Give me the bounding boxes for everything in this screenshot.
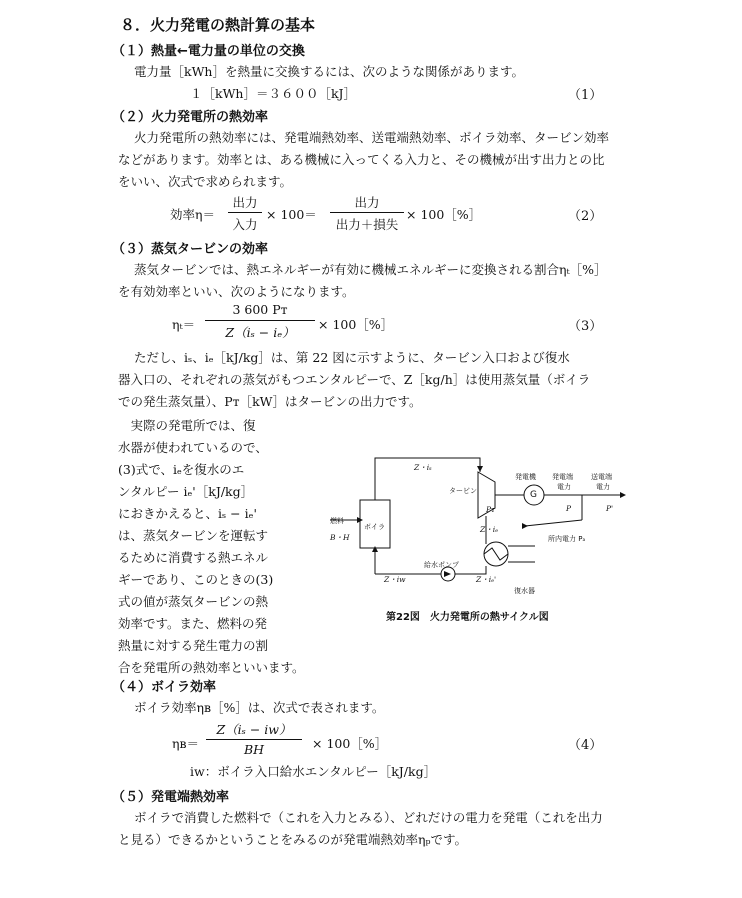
- paragraph-line: ただし、iₛ、iₑ［kJ/kg］は、第 22 図に示すように、タービン入口および復水: [134, 350, 570, 365]
- equation-4-denominator: BH: [243, 742, 265, 757]
- label-p-prime: P': [606, 504, 614, 513]
- equation-4-tail: × 100［%］: [312, 736, 388, 751]
- label-pt: Pᴛ: [486, 505, 496, 514]
- equation-2-number: （2）: [568, 209, 603, 224]
- equation-1: １［kWh］＝３６００［kJ］: [190, 86, 357, 101]
- equation-3-denominator: Z（iₛ − iₑ）: [225, 325, 295, 340]
- paragraph-line: を有効効率といい、次のようになります。: [118, 284, 355, 299]
- side-line: 効率です。また、燃料の発: [118, 616, 268, 631]
- arrow-down: [477, 466, 483, 472]
- label-condenser: 復水器: [514, 587, 535, 595]
- paragraph-line: 蒸気タービンでは、熱エネルギーが有効に機械エネルギーに変換される割合ηₜ［%］: [134, 262, 607, 277]
- label-generator-power: 電力: [557, 483, 571, 491]
- house-power-branch: [525, 520, 582, 526]
- side-line: 実際の発電所では、復: [118, 418, 256, 433]
- subsection-5-heading: （５）発電端熱効率: [112, 790, 230, 805]
- label-boiler: ボイラ: [364, 523, 385, 531]
- label-bh: B・H: [330, 533, 350, 542]
- arrow-right: [620, 492, 626, 498]
- side-line: におきかえると、iₛ − iₑ': [118, 506, 257, 521]
- equation-4-numerator: Z（iₛ − iw）: [216, 722, 292, 737]
- label-transmission-end: 送電端: [591, 473, 612, 481]
- subsection-3-heading: （３）蒸気タービンの効率: [112, 242, 269, 257]
- side-line: は、蒸気タービンを運転す: [118, 528, 269, 543]
- paragraph-line: などがあります。効率とは、ある機械に入ってくる入力と、その機械が出す出力との比: [118, 152, 605, 167]
- arrow-up: [372, 546, 378, 552]
- label-transmission-power: 電力: [596, 483, 610, 491]
- paragraph-line: 火力発電所の熱効率には、発電端熱効率、送電端熱効率、ボイラ効率、タービン効率: [134, 130, 610, 145]
- label-z-ie: Z・iₑ: [480, 525, 499, 534]
- equation-3-numerator: 3 600 Pᴛ: [232, 302, 288, 317]
- label-generator: 発電機: [515, 473, 536, 481]
- condensate-line: [455, 566, 486, 574]
- label-z-is: Z・iₛ: [414, 463, 432, 472]
- paragraph-line: 器入口の、それぞれの蒸気がもつエンタルピーで、Z［kg/h］は使用蒸気量（ボイラ: [118, 372, 591, 387]
- side-line: 式の値が蒸気タービンの熱: [118, 594, 269, 609]
- equation-2-middle: × 100＝: [266, 207, 317, 222]
- equation-3-tail: × 100［%］: [318, 317, 394, 332]
- equation-2-denominator-2: 出力＋損失: [335, 217, 399, 232]
- paragraph-line: ボイラで消費した燃料で（これを入力とみる）、どれだけの電力を発電（これを出力: [134, 810, 603, 825]
- side-line: 熱量に対する発生電力の割: [118, 638, 269, 653]
- label-p: P: [566, 504, 572, 513]
- equation-3-lhs: ηₜ＝: [172, 317, 196, 332]
- label-g: G: [530, 490, 537, 500]
- arrow-house: [522, 523, 528, 529]
- equation-3-number: （3）: [568, 319, 603, 334]
- equation-2-numerator-2: 出力: [354, 195, 380, 210]
- label-generator-end: 発電端: [552, 473, 573, 481]
- subsection-4-text: ボイラ効率ηʙ［%］は、次式で表されます。: [134, 700, 385, 715]
- equation-2-denominator-1: 入力: [232, 217, 258, 232]
- side-line: (3)式で、iₑを復水のエ: [118, 462, 245, 477]
- paragraph-line: をいい、次式で求められます。: [118, 174, 293, 189]
- fraction-bar: [206, 739, 302, 740]
- equation-4-number: （4）: [568, 738, 603, 753]
- paragraph-line: での発生蒸気量）、Pᴛ［kW］はタービンの出力です。: [118, 394, 422, 409]
- equation-2-tail: × 100［%］: [406, 207, 482, 222]
- equation-2-lhs: 効率η＝: [170, 207, 215, 222]
- pump-arrow: [444, 571, 451, 577]
- subsection-2-heading: （２）火力発電所の熱効率: [112, 110, 269, 125]
- subsection-1-text: 電力量［kWh］を熱量に交換するには、次のような関係があります。: [134, 64, 524, 79]
- side-line: ンタルピー iₑ'［kJ/kg］: [118, 484, 254, 499]
- section-title: ８．火力発電の熱計算の基本: [120, 16, 316, 34]
- subsection-4-heading: （４）ボイラ効率: [112, 680, 217, 695]
- label-fuel: 燃料: [330, 517, 344, 525]
- condenser-coil: [484, 548, 508, 560]
- label-z-ie-prime: Z・iₑ': [476, 575, 497, 584]
- label-turbine: タービン: [449, 487, 477, 495]
- fraction-bar: [205, 320, 315, 321]
- fraction-bar: [330, 212, 404, 213]
- equation-4-note: iw：ボイラ入口給水エンタルピー［kJ/kg］: [190, 764, 437, 779]
- fraction-bar: [228, 212, 262, 213]
- equation-2-numerator-1: 出力: [232, 195, 258, 210]
- side-line: ギーであり、このときの(3): [118, 572, 274, 587]
- side-line: るために消費する熱エネル: [118, 550, 269, 565]
- equation-1-number: （1）: [568, 88, 603, 103]
- label-feed-pump: 給水ポンプ: [424, 561, 459, 569]
- label-house-power: 所内電力 Pₐ: [548, 535, 586, 543]
- side-line: 合を発電所の熱効率といいます。: [118, 660, 305, 675]
- side-line: 水器が使われているので、: [118, 440, 268, 455]
- subsection-1-heading: （１）熱量←電力量の単位の交換: [112, 44, 305, 59]
- equation-4-lhs: ηʙ＝: [172, 736, 200, 751]
- figure-caption: 第22図 火力発電所の熱サイクル図: [386, 612, 549, 623]
- paragraph-line: と見る）できるかということをみるのが発電端熱効率ηₚです。: [118, 832, 467, 847]
- label-z-iw: Z・iw: [384, 575, 406, 584]
